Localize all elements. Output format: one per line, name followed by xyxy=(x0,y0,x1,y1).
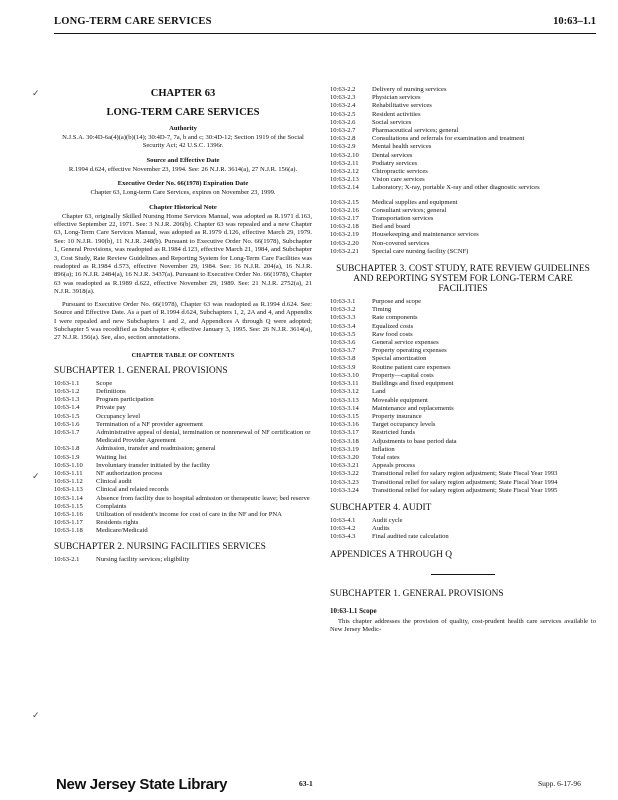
section-title: Inflation xyxy=(372,445,395,453)
section-title: Medical supplies and equipment xyxy=(372,198,458,206)
section-number: 10:63-3.23 xyxy=(330,478,359,486)
section-title: Timing xyxy=(372,306,392,314)
section-title: Complaints xyxy=(96,502,127,510)
toc-entry xyxy=(54,462,312,470)
section-title: Admission, transfer and readmission; general xyxy=(96,445,216,453)
section-number: 10:63-4.2 xyxy=(330,525,356,533)
toc-entry xyxy=(330,119,596,127)
section-title: Rehabilitative services xyxy=(372,102,432,110)
section-number: 10:63-3.10 xyxy=(330,371,359,379)
margin-check-mark: ✓ xyxy=(32,471,40,481)
toc-entry xyxy=(330,355,596,363)
section-title: Bed and board xyxy=(372,223,411,231)
section-title: Audit cycle xyxy=(372,516,403,524)
section-number: 10:63-1.7 xyxy=(54,428,80,436)
toc-entry xyxy=(330,405,596,413)
section-title: Vision care services xyxy=(372,176,425,184)
toc-entry xyxy=(54,429,312,445)
toc-entry xyxy=(330,86,596,94)
appendices-heading: APPENDICES A THROUGH Q xyxy=(330,549,452,560)
margin-check-mark: ✓ xyxy=(32,710,40,720)
page-number: 63-1 xyxy=(299,779,313,788)
toc-entry xyxy=(330,380,596,388)
section-title: Social services xyxy=(372,118,412,126)
toc-entry xyxy=(54,519,312,527)
source-heading: Source and Effective Date xyxy=(146,156,220,164)
section-title: Buildings and fixed equipment xyxy=(372,380,454,388)
section-number: 10:63-1.11 xyxy=(54,469,83,477)
section-number: 10:63-3.16 xyxy=(330,421,359,429)
toc-entry xyxy=(330,111,596,119)
toc-entry xyxy=(330,152,596,160)
running-head-section: 10:63–1.1 xyxy=(553,16,596,27)
section-number: 10:63-1.9 xyxy=(54,453,80,461)
toc-entry xyxy=(330,462,596,470)
margin-check-mark: ✓ xyxy=(32,88,40,98)
section-title: Termination of a NF provider agreement xyxy=(96,420,204,428)
toc-entry xyxy=(330,306,596,314)
toc-entry xyxy=(54,495,312,503)
toc-entry xyxy=(54,445,312,453)
section-heading: 10:63-1.1 Scope xyxy=(330,606,377,615)
toc-list xyxy=(54,380,312,536)
section-title: Transitional relief for salary region adjustment; State Fiscal Year 1995 xyxy=(372,486,558,494)
section-title: Maintenance and replacements xyxy=(372,404,454,412)
section-title: Nursing facility services; eligibility xyxy=(96,555,190,563)
toc-entry xyxy=(330,470,596,478)
section-number: 10:63-3.6 xyxy=(330,339,356,347)
toc-entry xyxy=(330,438,596,446)
section-number: 10:63-1.5 xyxy=(54,412,80,420)
section-number: 10:63-3.7 xyxy=(330,347,356,355)
subchapter-heading: SUBCHAPTER 3. COST STUDY, RATE REVIEW GUIDELINES AND REPORTING SYSTEM FOR LONG-TERM CARE FACILITIES xyxy=(336,264,590,295)
toc-entry xyxy=(330,176,596,184)
toc-entry xyxy=(330,413,596,421)
section-title: Mental health services xyxy=(372,143,432,151)
toc-entry xyxy=(54,503,312,511)
section-title: Special care nursing facility (SCNF) xyxy=(372,247,469,255)
section-number: 10:63-2.1 xyxy=(54,555,80,563)
subchapter-heading: SUBCHAPTER 4. AUDIT xyxy=(330,502,432,513)
section-title: Equalized costs xyxy=(372,322,414,330)
section-number: 10:63-3.20 xyxy=(330,453,359,461)
left-column xyxy=(54,86,312,564)
section-number: 10:63-1.10 xyxy=(54,461,83,469)
section-title: Property insurance xyxy=(372,412,422,420)
library-watermark: New Jersey State Library xyxy=(56,776,228,793)
toc-entry xyxy=(54,527,312,535)
section-number: 10:63-3.18 xyxy=(330,437,359,445)
expiration-heading: Executive Order No. 66(1978) Expiration Date xyxy=(117,180,249,188)
toc-entry xyxy=(54,413,312,421)
section-title: Dental services xyxy=(372,151,413,159)
toc-entry xyxy=(330,240,596,248)
section-title: Podiatry services xyxy=(372,159,418,167)
toc-list xyxy=(330,298,596,495)
toc-entry xyxy=(330,102,596,110)
section-title: Laboratory; X-ray, portable X-ray and other diagnostic services xyxy=(372,184,540,192)
toc-entry xyxy=(330,223,596,231)
toc-entry xyxy=(330,372,596,380)
section-number: 10:63-3.3 xyxy=(330,314,356,322)
section-number: 10:63-1.4 xyxy=(54,404,80,412)
section-number: 10:63-3.2 xyxy=(330,306,356,314)
section-title: Transitional relief for salary region adjustment; State Fiscal Year 1994 xyxy=(372,478,558,486)
section-number: 10:63-2.2 xyxy=(330,86,356,93)
chapter-title: LONG-TERM CARE SERVICES xyxy=(106,107,260,118)
toc-entry xyxy=(330,160,596,168)
section-number: 10:63-3.4 xyxy=(330,322,356,330)
subchapter-heading: SUBCHAPTER 1. GENERAL PROVISIONS xyxy=(54,365,228,376)
toc-entry xyxy=(330,339,596,347)
subchapter-heading: SUBCHAPTER 1. GENERAL PROVISIONS xyxy=(330,588,504,599)
section-title: Definitions xyxy=(96,387,126,395)
toc-entry xyxy=(330,184,596,192)
historical-note-paragraph: Pursuant to Executive Order No. 66(1978), Chapter 63 was readopted as R.1994 d.624. See: Source and Effective Date. As a part of R.1994 d.624, Subchapters 1, 2, 2A and 4, and Appendix I were repealed and new Subchapters 1 and 2, and Appendices A through Q were adopted; Subchapter 5 was recodified as Subchapter 4; effective January 3, 1995. See: 26 N.J.R. 3614(a), 27 N.J.R. 156(a). See, also, section annotations. xyxy=(54,300,312,342)
section-title: Audits xyxy=(372,525,390,533)
section-number: 10:63-1.8 xyxy=(54,445,80,453)
toc-entry xyxy=(330,207,596,215)
section-number: 10:63-2.8 xyxy=(330,135,356,143)
section-title: Pharmaceutical services; general xyxy=(372,127,459,135)
historical-note-heading: Chapter Historical Note xyxy=(149,203,217,211)
section-number: 10:63-2.7 xyxy=(330,127,356,135)
toc-entry xyxy=(54,486,312,494)
toc-entry xyxy=(330,479,596,487)
section-number: 10:63-3.19 xyxy=(330,445,359,453)
supplement-date: Supp. 6-17-96 xyxy=(538,779,581,788)
section-number: 10:63-2.17 xyxy=(330,215,359,223)
section-number: 10:63-1.18 xyxy=(54,527,83,535)
section-number: 10:63-3.8 xyxy=(330,355,356,363)
section-title: Private pay xyxy=(96,404,126,412)
toc-entry xyxy=(330,314,596,322)
toc-entry xyxy=(330,298,596,306)
toc-entry xyxy=(330,135,596,143)
chapter-number: CHAPTER 63 xyxy=(150,88,216,99)
section-title: Moveable equipment xyxy=(372,396,428,404)
right-column xyxy=(330,86,596,638)
section-number: 10:63-2.5 xyxy=(330,110,356,118)
toc-entry xyxy=(54,404,312,412)
toc-entry xyxy=(54,454,312,462)
expiration-text: Chapter 63, Long-term Care Services, expires on November 23, 1999. xyxy=(90,189,276,197)
toc-entry xyxy=(330,168,596,176)
authority-text: N.J.S.A. 30:4D-6a(4)(a)(b)(14); 30:4D-7, 7a, b and c; 30:4D-12; Section 1919 of the Social Security Act; 42 U.S.C. 1396r. xyxy=(62,134,304,150)
section-number: 10:63-2.15 xyxy=(330,198,359,206)
section-number: 10:63-3.22 xyxy=(330,470,359,478)
section-number: 10:63-1.14 xyxy=(54,494,83,502)
section-number: 10:63-3.1 xyxy=(330,298,356,306)
section-title: Waiting list xyxy=(96,453,127,461)
section-title: Special amortization xyxy=(372,355,427,363)
section-number: 10:63-2.6 xyxy=(330,118,356,126)
section-title: Absence from facility due to hospital admission or therapeutic leave; bed reserve xyxy=(96,494,310,502)
toc-entry xyxy=(330,199,596,207)
toc-entry xyxy=(54,421,312,429)
section-title: Adjustments to base period data xyxy=(372,437,457,445)
toc-entry xyxy=(330,397,596,405)
section-title: Utilization of resident's income for cost of care in the NF and for PNA xyxy=(96,510,282,518)
section-title: Property operating expenses xyxy=(372,347,447,355)
section-number: 10:63-2.16 xyxy=(330,206,359,214)
section-title: Routine patient care expenses xyxy=(372,363,451,371)
toc-entry xyxy=(330,127,596,135)
section-title: Property—capital costs xyxy=(372,371,434,379)
section-number: 10:63-2.3 xyxy=(330,94,356,102)
section-title: Medicare/Medicaid xyxy=(96,527,148,535)
section-number: 10:63-4.1 xyxy=(330,516,356,524)
section-title: General service expenses xyxy=(372,339,439,347)
toc-entry xyxy=(330,517,596,525)
section-body-text: This chapter addresses the provision of quality, cost-prudent health care services available to New Jersey Medic- xyxy=(330,617,596,633)
toc-entry xyxy=(330,364,596,372)
authority-heading: Authority xyxy=(169,125,197,132)
section-number: 10:63-2.11 xyxy=(330,159,359,167)
toc-entry xyxy=(330,525,596,533)
toc-list xyxy=(330,517,596,542)
toc-entry xyxy=(330,143,596,151)
section-title: Consultations and referrals for examination and treatment xyxy=(372,135,525,143)
toc-entry xyxy=(330,487,596,495)
section-number: 10:63-2.9 xyxy=(330,143,356,151)
toc-entry xyxy=(54,478,312,486)
section-number: 10:63-2.4 xyxy=(330,102,356,110)
section-title: Occupancy level xyxy=(96,412,141,420)
toc-entry xyxy=(330,323,596,331)
section-title: Administrative appeal of denial, termination or nonrenewal of NF certification or Medicaid Provider Agreement xyxy=(96,428,311,445)
section-title: Chiropractic services xyxy=(372,168,428,176)
toc-entry xyxy=(54,396,312,404)
toc-entry xyxy=(54,511,312,519)
section-number: 10:63-3.13 xyxy=(330,396,359,404)
section-title: Purpose and scope xyxy=(372,298,422,306)
section-number: 10:63-1.1 xyxy=(54,379,80,387)
section-title: Delivery of nursing services xyxy=(372,86,447,93)
section-title: Transitional relief for salary region adjustment; State Fiscal Year 1993 xyxy=(372,470,558,478)
section-number: 10:63-2.21 xyxy=(330,247,359,255)
section-number: 10:63-2.12 xyxy=(330,168,359,176)
toc-entry xyxy=(54,380,312,388)
toc-entry xyxy=(330,388,596,396)
section-title: Program participation xyxy=(96,396,154,404)
section-number: 10:63-2.20 xyxy=(330,239,359,247)
toc-entry xyxy=(330,215,596,223)
section-title: Residents rights xyxy=(96,519,139,527)
section-title: Appeals process xyxy=(372,462,416,470)
toc-entry xyxy=(54,556,312,564)
section-number: 10:63-4.3 xyxy=(330,533,356,541)
running-head-title: LONG-TERM CARE SERVICES xyxy=(54,16,212,27)
section-title: Resident activities xyxy=(372,110,421,118)
toc-entry xyxy=(330,454,596,462)
toc-entry xyxy=(330,248,596,256)
toc-entry xyxy=(330,331,596,339)
section-title: Physician services xyxy=(372,94,421,102)
page-header xyxy=(54,15,596,34)
section-number: 10:63-1.12 xyxy=(54,478,83,486)
section-number: 10:63-3.15 xyxy=(330,412,359,420)
section-title: Involuntary transfer initiated by the facility xyxy=(96,461,211,469)
toc-entry xyxy=(330,94,596,102)
toc-entry xyxy=(330,421,596,429)
section-number: 10:63-3.12 xyxy=(330,388,359,396)
toc-entry xyxy=(330,347,596,355)
section-number: 10:63-2.19 xyxy=(330,231,359,239)
toc-entry xyxy=(54,470,312,478)
toc-entry xyxy=(330,533,596,541)
source-text: R.1994 d.624, effective November 23, 1994. See: 26 N.J.R. 3614(a), 27 N.J.R. 156(a). xyxy=(68,165,298,173)
section-title: NF authorization process xyxy=(96,469,163,477)
toc-entry xyxy=(330,446,596,454)
toc-list xyxy=(330,86,596,256)
subchapter-heading: SUBCHAPTER 2. NURSING FACILITIES SERVICES xyxy=(54,541,266,552)
section-title: Housekeeping and maintenance services xyxy=(372,231,479,239)
historical-note-paragraph: Chapter 63, originally Skilled Nursing Home Services Manual, was adopted as R.1971 d.163, effective September 22, 1971. See: 3 N.J.R. 206(b). Chapter 63 was repealed and a new Chapter 63, Long-Term Care Services Manual, was adopted as R.1979 d.126, effective March 29, 1979. See: 10 N.J.R. 190(b), 11 N.J.R. 248(b). Pursuant to Executive Order No. 66(1978), Subchapter 1, General Provisions, was readopted as R.1984 d.123, effective March 21, 1984, and Subchapter 3, Cost Study, Rate Review Guidelines and Reporting System for Long-Term Care Facilities was readopted as R.1984 d.573, effective November 29, 1984. See: 16 N.J.R. 204(a), 16 N.J.R. 896(a); 16 N.J.R. 2484(a), 16 N.J.R. 3437(a). Pursuant to Executive Order No. 66(1978), Chapter 63 was readopted as R.1989 d.622, effective November 29, 1989. See: 21 N.J.R. 2752(a), 21 N.J.R. 3918(a). xyxy=(54,212,312,296)
section-number: 10:63-2.14 xyxy=(330,184,359,192)
section-number: 10:63-2.13 xyxy=(330,176,359,184)
section-title: Non-covered services xyxy=(372,239,430,247)
section-number: 10:63-3.21 xyxy=(330,462,359,470)
section-number: 10:63-1.6 xyxy=(54,420,80,428)
section-number: 10:63-1.13 xyxy=(54,486,83,494)
section-number: 10:63-2.10 xyxy=(330,151,359,159)
section-number: 10:63-3.14 xyxy=(330,404,359,412)
section-divider xyxy=(431,574,495,575)
toc-heading: CHAPTER TABLE OF CONTENTS xyxy=(131,351,235,359)
section-number: 10:63-3.24 xyxy=(330,486,359,494)
section-title: Clinical and related records xyxy=(96,486,169,494)
section-number: 10:63-1.15 xyxy=(54,502,83,510)
section-title: Total rates xyxy=(372,453,400,461)
section-number: 10:63-1.3 xyxy=(54,396,80,404)
toc-entry xyxy=(330,231,596,239)
section-title: Target occupancy levels xyxy=(372,421,436,429)
toc-entry xyxy=(330,429,596,437)
section-number: 10:63-1.17 xyxy=(54,519,83,527)
section-title: Restricted funds xyxy=(372,429,416,437)
section-title: Clinical audit xyxy=(96,478,132,486)
section-title: Transportation services xyxy=(372,215,434,223)
section-number: 10:63-1.16 xyxy=(54,510,83,518)
section-title: Raw food costs xyxy=(372,330,413,338)
section-number: 10:63-3.17 xyxy=(330,429,359,437)
section-number: 10:63-3.9 xyxy=(330,363,356,371)
section-number: 10:63-1.2 xyxy=(54,387,80,395)
section-number: 10:63-3.5 xyxy=(330,330,356,338)
toc-entry xyxy=(54,388,312,396)
section-number: 10:63-3.11 xyxy=(330,380,359,388)
section-title: Scope xyxy=(96,379,113,387)
section-title: Final audited rate calculation xyxy=(372,533,449,541)
section-title: Land xyxy=(372,388,386,396)
section-number: 10:63-2.18 xyxy=(330,223,359,231)
section-title: Consultant services; general xyxy=(372,206,447,214)
section-title: Rate components xyxy=(372,314,418,322)
